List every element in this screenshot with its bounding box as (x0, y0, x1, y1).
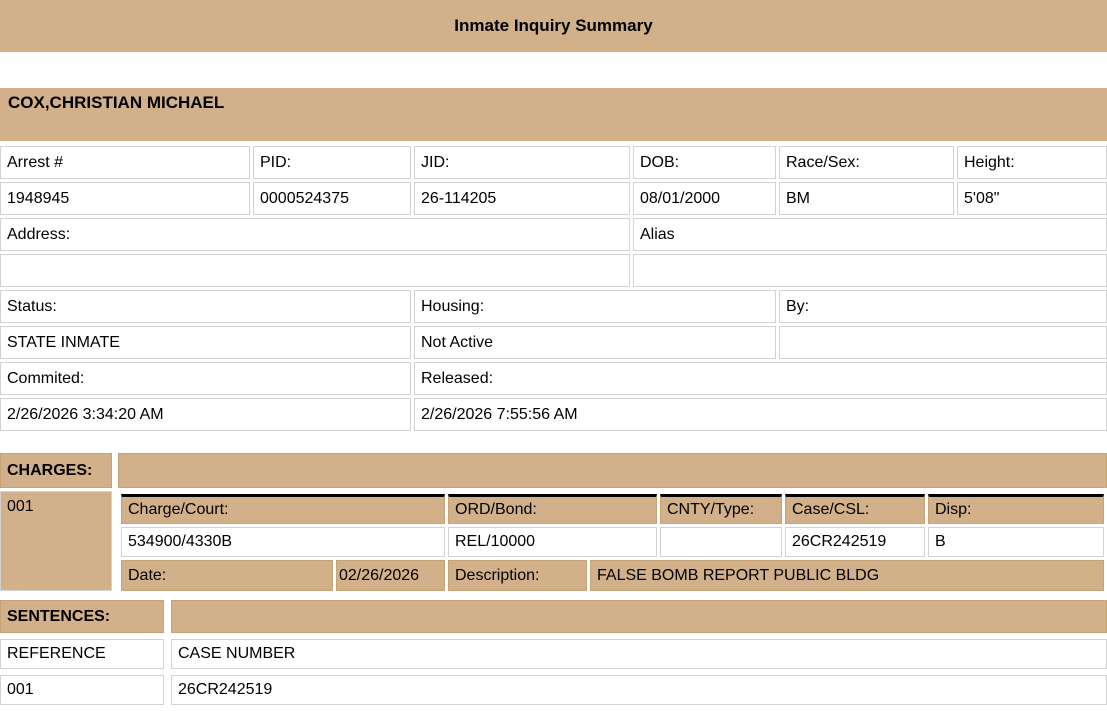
address-value (0, 254, 630, 287)
page-title: Inmate Inquiry Summary (454, 16, 653, 35)
charge-court-label: Charge/Court: (121, 494, 445, 524)
dob-value: 08/01/2000 (633, 182, 776, 215)
charges-section-bar (0, 453, 1107, 488)
cnty-type-value (660, 527, 782, 557)
commited-label: Commited: (0, 362, 411, 395)
arrest-number-value: 1948945 (0, 182, 250, 215)
released-value: 2/26/2026 7:55:56 AM (414, 398, 1107, 431)
status-labels-row (0, 290, 1107, 323)
disp-label: Disp: (928, 494, 1104, 524)
charge-header-row (121, 494, 1104, 524)
status-value: STATE INMATE (0, 326, 411, 359)
sentence-row (0, 675, 1107, 705)
commited-released-labels-row (0, 362, 1107, 395)
commited-released-values-row (0, 398, 1107, 431)
sentences-section-bar-fill (171, 600, 1107, 633)
pid-value: 0000524375 (253, 182, 411, 215)
housing-value: Not Active (414, 326, 776, 359)
charge-detail-table (118, 491, 1107, 560)
commited-value: 2/26/2026 3:34:20 AM (0, 398, 411, 431)
case-number-header: CASE NUMBER (171, 639, 1107, 669)
charge-date-value: 02/26/2026 (336, 560, 445, 591)
case-csl-value: 26CR242519 (785, 527, 925, 557)
inmate-name: COX,CHRISTIAN MICHAEL (8, 93, 225, 112)
page-title-bar (0, 0, 1107, 52)
address-label: Address: (0, 218, 630, 251)
address-alias-values-row (0, 254, 1107, 287)
charge-date-label: Date: (121, 560, 333, 591)
reference-header: REFERENCE (0, 639, 164, 669)
sentence-reference: 001 (0, 675, 164, 705)
sentences-section-bar (0, 600, 1107, 633)
info-labels-row-1 (0, 146, 1107, 179)
case-csl-label: Case/CSL: (785, 494, 925, 524)
description-label: Description: (448, 560, 587, 591)
status-label: Status: (0, 290, 411, 323)
race-sex-label: Race/Sex: (779, 146, 954, 179)
charges-section (0, 450, 1107, 594)
sentence-case-number: 26CR242519 (171, 675, 1107, 705)
charge-court-value: 534900/4330B (121, 527, 445, 557)
cnty-type-label: CNTY/Type: (660, 494, 782, 524)
sentences-section-label: SENTENCES: (0, 600, 164, 633)
race-sex-value: BM (779, 182, 954, 215)
alias-value (633, 254, 1107, 287)
height-label: Height: (957, 146, 1107, 179)
jid-value: 26-114205 (414, 182, 630, 215)
released-label: Released: (414, 362, 1107, 395)
sentences-header-row (0, 639, 1107, 669)
housing-label: Housing: (414, 290, 776, 323)
ord-bond-value: REL/10000 (448, 527, 657, 557)
inmate-name-bar (0, 88, 1107, 141)
charge-row-content (118, 491, 1107, 591)
disp-value: B (928, 527, 1104, 557)
charges-section-label: CHARGES: (0, 453, 112, 488)
arrest-number-label: Arrest # (0, 146, 250, 179)
inmate-info-table (0, 143, 1107, 434)
charges-section-bar-fill (118, 453, 1107, 488)
address-alias-labels-row (0, 218, 1107, 251)
charge-date-table (118, 560, 1107, 591)
by-label: By: (779, 290, 1107, 323)
charge-values-row (121, 527, 1104, 557)
status-values-row (0, 326, 1107, 359)
dob-label: DOB: (633, 146, 776, 179)
description-value: FALSE BOMB REPORT PUBLIC BLDG (590, 560, 1104, 591)
sentences-section (0, 594, 1107, 711)
charge-row (0, 491, 1107, 591)
height-value: 5'08" (957, 182, 1107, 215)
pid-label: PID: (253, 146, 411, 179)
charge-row-number: 001 (0, 491, 112, 591)
alias-label: Alias (633, 218, 1107, 251)
jid-label: JID: (414, 146, 630, 179)
charge-date-row (121, 560, 1104, 591)
by-value (779, 326, 1107, 359)
info-values-row-1 (0, 182, 1107, 215)
ord-bond-label: ORD/Bond: (448, 494, 657, 524)
